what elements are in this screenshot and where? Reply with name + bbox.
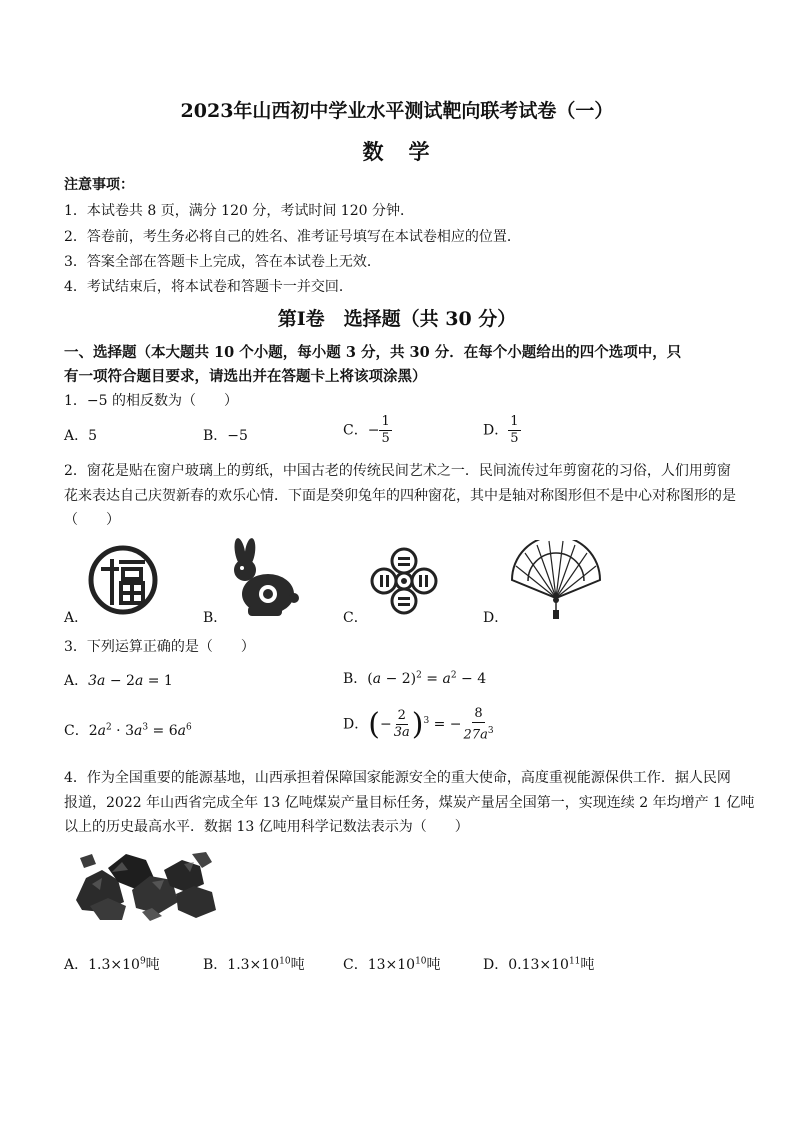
- q1-stem: 1．−5 的相反数为（ ）: [64, 393, 238, 409]
- fraction: $\frac{1}{5}$: [381, 414, 390, 446]
- q1-option-b: B．−5: [203, 428, 248, 444]
- q3-stem: 3．下列运算正确的是（ ）: [64, 639, 255, 655]
- q2-stem-line: 2．窗花是贴在窗户玻璃上的剪纸，中国古老的传统民间艺术之一．民间流传过年剪窗花的习俗，人们用剪窗: [64, 463, 731, 479]
- q4-option-a: A．$1.3\times 10^9$吨: [64, 956, 160, 973]
- q1-option-c: [343, 414, 392, 447]
- coal-image: [72, 850, 218, 922]
- knot-flower-icon: [368, 545, 440, 617]
- q1-option-d: [483, 414, 521, 447]
- notes-heading: 注意事项：: [64, 177, 134, 193]
- q2-stem-line: 花来表达自己庆贺新春的欢乐心情．下面是癸卯兔年的四种窗花，其中是轴对称图形但不是中心对称图形的是: [64, 488, 736, 504]
- q1-option-c-label: C．−: [343, 422, 380, 439]
- q3-option-c: C．$2a^2 \cdot 3a^3 = 6a^6$: [64, 722, 192, 739]
- fraction: $\frac{1}{5}$: [510, 414, 519, 446]
- q2-option-c: C．: [343, 610, 368, 626]
- note-item: 3．答案全部在答题卡上完成，答在本试卷上无效．: [64, 254, 381, 270]
- q4-stem-line: 以上的历史最高水平．数据 13 亿吨用科学记数法表示为（ ）: [64, 819, 469, 835]
- q2-option-d: D．: [483, 610, 509, 626]
- note-item: 2．答卷前，考生务必将自己的姓名、准考证号填写在本试卷相应的位置．: [64, 229, 521, 245]
- section-title: 第Ⅰ卷 选择题（共 30 分）: [277, 308, 517, 330]
- q2-option-a: A．: [64, 610, 89, 626]
- rabbit-silhouette-icon: [228, 538, 300, 618]
- q4-option-c: C．$13\times 10^{10}$吨: [343, 956, 441, 973]
- q3-option-b: B．$(a - 2)^2 = a^2 - 4$: [343, 670, 487, 687]
- fraction: $\frac{8}{27a^3}$: [463, 706, 494, 743]
- q4-option-d: D．$0.13\times 10^{11}$吨: [483, 956, 595, 973]
- q1-option-a: A．5: [64, 428, 98, 444]
- q3-option-a: A．3a − 2a = 1: [64, 673, 173, 689]
- folding-fan-icon: [508, 540, 604, 620]
- section-instruction: 一、选择题（本大题共 10 个小题，每小题 3 分，共 30 分．在每个小题给出的四个选项中，只: [64, 344, 682, 361]
- q1-option-d-label: D．: [483, 422, 509, 439]
- subject-title: 数 学: [362, 139, 432, 164]
- exam-title: 2023年山西初中学业水平测试靶向联考试卷（一）: [180, 100, 614, 122]
- q4-option-b: B．$1.3\times 10^{10}$吨: [203, 956, 305, 973]
- note-item: 4．考试结束后，将本试卷和答题卡一并交回．: [64, 279, 353, 295]
- section-instruction: 有一项符合题目要求，请选出并在答题卡上将该项涂黑）: [64, 368, 427, 385]
- fu-character-icon: [88, 545, 158, 615]
- q4-stem-line: 4．作为全国重要的能源基地，山西承担着保障国家能源安全的重大使命，高度重视能源保供工作．据人民网: [64, 770, 731, 786]
- q4-stem-line: 报道，2022 年山西省完成全年 13 亿吨煤炭产量目标任务，煤炭产量居全国第一，实现连续 2 年均增产 1 亿吨: [64, 795, 755, 811]
- note-item: 1．本试卷共 8 页，满分 120 分，考试时间 120 分钟．: [64, 203, 414, 219]
- q2-stem-line: （ ）: [64, 512, 120, 528]
- fraction: $\frac{2}{3a}$: [393, 708, 410, 741]
- q3-option-d: D．(− $\frac{2}{3a}$ )$^3$ = − $\frac{8}{27a^3}$: [343, 706, 494, 743]
- q2-option-b: B．: [203, 610, 228, 626]
